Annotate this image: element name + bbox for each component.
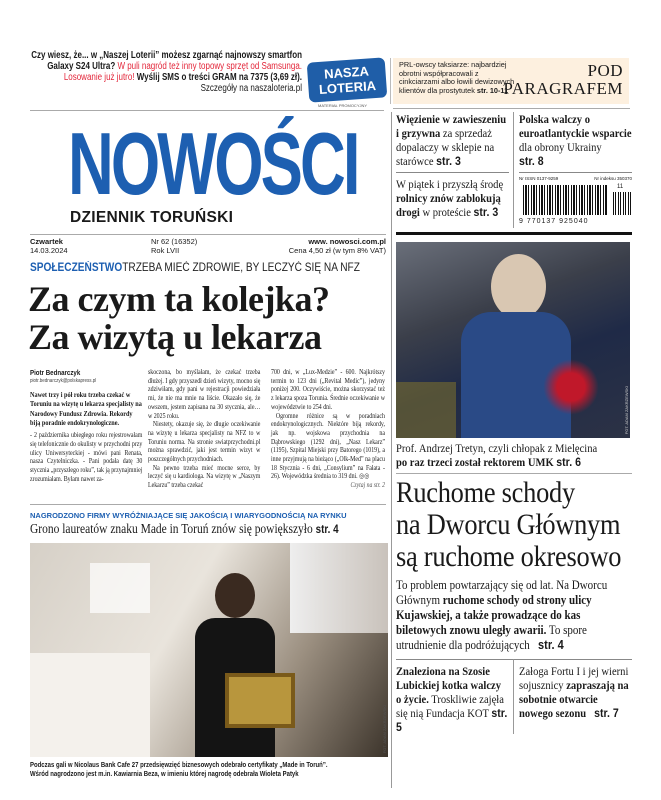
issue-number: Nr 62 (16352) Rok LVII <box>151 237 198 255</box>
pod-paragrafem-box[interactable]: PRL-owscy taksiarze: najbardziej obrotni współpracowali z cinkciarzami albo łowili dewizowych klientów dla prostytutek str. 10-11 POD PARAGRAFEM <box>393 58 629 104</box>
article-column-2-wrap <box>148 368 260 490</box>
teaser-fort[interactable]: Załoga Fortu I i jej wierni sojusznicy zapraszają na sobotnie otwarcie nowego sezonu str. 7 <box>519 664 629 720</box>
lottery-ad-text: Czy wiesz, że... w „Naszej Loterii” możesz zgarnąć najnowszy smartfon Galaxy S24 Ultra? W puli nagród też inny topowy sprzęt od Samsunga. Losowanie już jutro! Wyślij SMS o treści GRAM na 7375 (3,69 zł). Szczegóły na naszaloteria.pl <box>31 50 302 94</box>
lead: Nawet trzy i pół roku trzeba czekać w Toruniu na wizytę u lekarza specjalisty na Narodowy Fundusz Zdrowia. Rekordy biją poradnie endokrynologiczne. <box>30 390 142 427</box>
barcode <box>523 185 608 215</box>
issn: Nr ISSN 0137-9259 <box>519 176 559 181</box>
barcode-block <box>519 176 632 228</box>
article-column-3-wrap <box>271 368 385 490</box>
divider <box>519 172 632 173</box>
divider <box>30 504 386 505</box>
rector-caption[interactable]: Prof. Andrzej Tretyn, czyli chłopak z Mielęcina po raz trzeci został rektorem UMK str. 6 <box>396 441 598 469</box>
article-column-3: 700 dni, w „Lux-Medzie” - 600. Najkrótszy termin to 123 dni („Revital Medic”), jedyny poniżej 200. Oczywiście, można skorzystać też z lekarza spoza Torunia. Średnie oczekiwanie w województwie to 254 dni. <box>271 368 385 411</box>
right-column <box>396 112 632 734</box>
teaser-row <box>396 112 632 228</box>
section-label: SPOŁECZEŃSTWOTRZEBA MIEĆ ZDROWIE, BY LECZYĆ SIĘ NA NFZ <box>30 262 360 274</box>
teaser-column-left <box>396 112 513 228</box>
article-column-3-paragraph: Ogromne różnice są w poradniach endokrynologicznych. Niektóre biją rekordy, jak np. wojskowa przychodnia na Dąbrowskiego (1292 dni), „Nasz Lekarz” (1195), Szpital Miejski przy Batorego (1019), a inne przyjmują na bieżąco („Olk-Med” na placu 18 Stycznia - 6 dni, „Consylium” na Fałata - 26). Wojewódzka średnia to 319 dni. ◎◎ <box>271 411 385 481</box>
divider <box>390 58 391 104</box>
pod-paragrafem-brand: POD PARAGRAFEM <box>503 61 623 98</box>
issue-web-price: www. nowosci.com.pl Cena 4,50 zł (w tym 8% VAT) <box>288 237 386 255</box>
nasza-loteria-logo: NASZA LOTERIA <box>307 57 388 102</box>
bottom-teaser-left <box>396 659 513 734</box>
article-column-2-paragraph: Na pewno trzeba mieć mocne serce, by leczyć się u kardiologa. Na wizytę w „Naszym Lekarzu” trzeba czekać <box>148 463 261 490</box>
masthead-subtitle: DZIENNIK TORUŃSKI <box>70 209 234 226</box>
divider <box>396 473 632 474</box>
main-headline[interactable]: Za czym ta kolejka? Za wizytą u lekarza <box>28 279 330 357</box>
masthead-title: NOWOŚCI <box>68 114 358 213</box>
author: Piotr Bednarczyk <box>30 368 81 377</box>
author-email[interactable]: piotr.bednarczyk@polskapress.pl <box>30 378 97 384</box>
index-number: Nr indeksu 350370 <box>594 176 632 181</box>
article-column-2: skoczona, bo myślałam, że czekać trzeba dłużej. I gdy przyszedł dzień wizyty, mocno się zdziwiłam, gdy pani w rejestracji powiedziała mi, że nie ma mnie na liście. Okazało się, że owszem, jestem zapisana na 30 stycznia, ale… w 2025 roku. <box>148 368 261 420</box>
teaser-rolnicy[interactable]: W piątek i przyszłą środę rolnicy znów zablokują drogi w proteście str. 3 <box>396 177 504 219</box>
barcode-digits: 9 770137 925040 <box>519 218 589 225</box>
bottom-teaser-right <box>513 659 632 734</box>
escalators-lead: To problem powtarzający się od lat. Na Dworcu Głównym ruchome schody od strony ulicy Kujawskiej, a także prowadzące do kas biletowych znowu uległy awarii. To spore utrudnienie dla podróżujących str. 4 <box>396 578 608 652</box>
article-column-1: - 2 października ubiegłego roku rejestrowałam się telefonicznie do okulisty w przychodni przy ulicy Uniwersyteckiej - mówi pani Renata, nasza Czytelniczka. - Pani podała datę 30 stycznia „przyszłego roku”, tak ją przynajmniej zrozumiałam. Byłam nawet za- <box>30 431 143 483</box>
divider <box>30 110 384 111</box>
divider <box>30 234 386 235</box>
escalators-headline[interactable]: Ruchome schody na Dworcu Głównym są ruchome okresowo <box>396 476 622 573</box>
article-column-2-paragraph: Niestety, okazuje się, że długie oczekiwanie na wizytę u lekarza specjalisty na NFZ to w Toruniu norma. Na stronie swiatprzychodni.pl można sprawdzić, jaki jest termin wizyt w poszczególnych przychodniach. <box>148 420 261 464</box>
divider <box>396 172 509 173</box>
divider <box>396 232 632 235</box>
rector-photo: FOT. ADAM ZAKRZEWSKI <box>396 242 630 438</box>
made-in-kicker: NAGRODZONO FIRMY WYRÓŻNIAJĄCE SIĘ JAKOŚCIĄ I WIARYGODNOŚCIĄ NA RYNKU <box>30 511 347 520</box>
issue-date: Czwartek 14.03.2024 <box>30 237 68 255</box>
made-in-torun-photo: FOT. ADAM ZAKRZEWSKI <box>30 543 388 757</box>
teaser-ukraina[interactable]: Polska walczy o euroatlantyckie wsparcie dla obrony Ukrainy str. 8 <box>519 112 632 168</box>
bottom-teaser-row <box>396 659 632 734</box>
made-in-headline[interactable]: Grono laureatów znaku Made in Toruń znów się powiększyło str. 4 <box>30 522 339 537</box>
barcode-addon-digits: 11 <box>617 184 624 190</box>
teaser-dopalacze[interactable]: Więzienie w zawieszeniu i grzywna za sprzedaż dopalaczy w sklepie na starówce str. 3 <box>396 112 507 168</box>
continue-link[interactable]: Czytaj na str. 2 <box>350 481 385 490</box>
teaser-column-right <box>513 112 632 228</box>
article-column-1-wrap <box>30 368 142 483</box>
made-in-caption-wrap <box>30 760 388 778</box>
barcode-addon <box>613 192 631 215</box>
made-in-caption: Podczas gali w Nicolaus Bank Cafe 27 przedsięwzięć biznesowych odebrało certyfikaty „Made in Toruń”. Wśród nagrodzono jest m.in. Kawiarnia Beza, w imieniu której nagrodę odebrała Wioleta Patyk <box>30 760 328 778</box>
divider <box>391 112 392 788</box>
teaser-kotka[interactable]: Znaleziona na Szosie Lubickiej kotka walczy o życie. Troskliwie zajęła się nią Fundacja KOT str. 5 <box>396 664 508 734</box>
promo-note: MATERIAŁ PROMOCYJNY <box>318 103 368 108</box>
divider <box>393 108 630 109</box>
